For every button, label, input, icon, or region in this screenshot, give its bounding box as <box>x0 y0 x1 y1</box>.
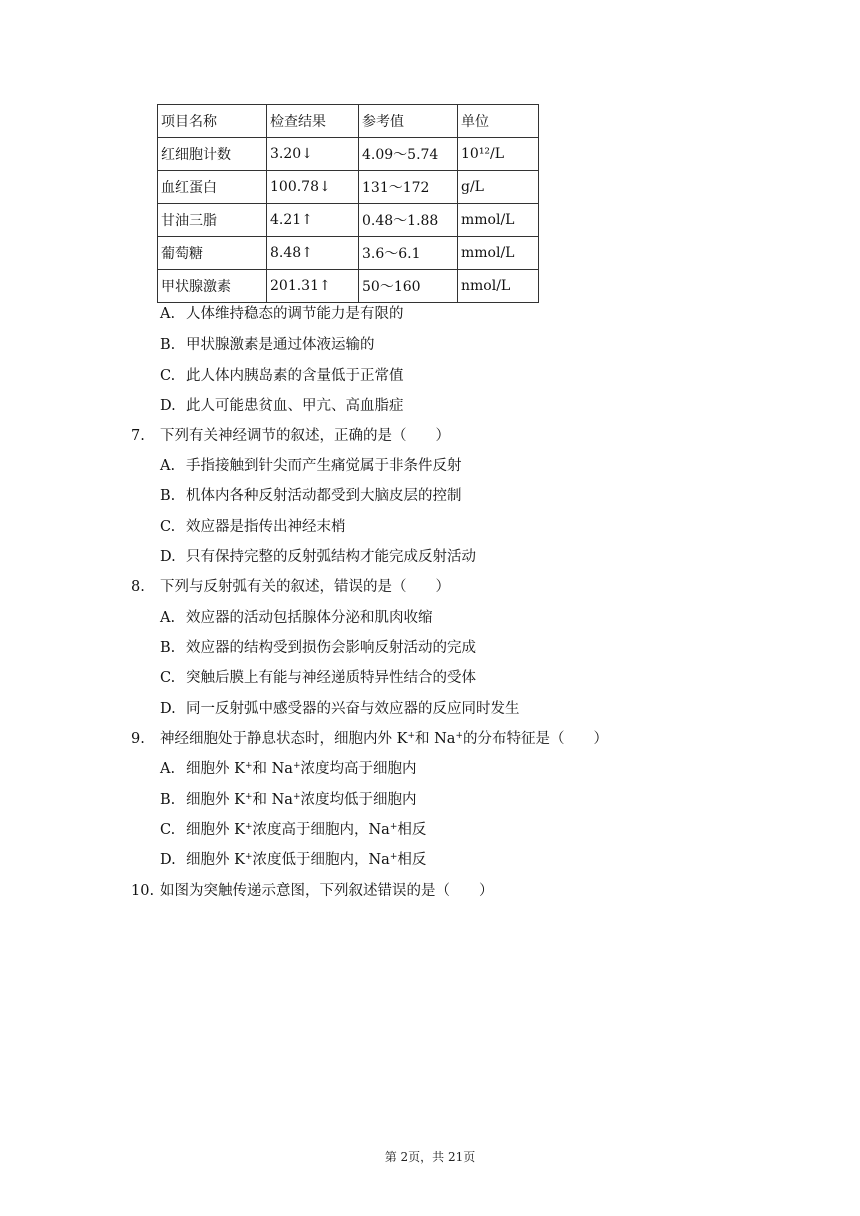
option-letter: A. <box>160 306 176 322</box>
option-letter: C. <box>160 670 176 686</box>
superscript: + <box>244 852 253 862</box>
superscript: + <box>292 761 301 771</box>
option-letter: C. <box>160 368 176 384</box>
option-text: 效应器是指传出神经末梢 <box>186 519 346 535</box>
option-text: 浓度均低于细胞内 <box>300 792 417 808</box>
option-line <box>160 517 346 537</box>
option-line <box>160 820 426 840</box>
table-row <box>158 270 539 303</box>
option-text: 手指接触到针尖而产生痛觉属于非条件反射 <box>186 458 462 474</box>
stem-text: 和 Na <box>415 731 456 747</box>
table-cell: 100.78↓ <box>267 171 359 204</box>
table-cell: 3.20↓ <box>267 138 359 171</box>
option-text: 相反 <box>397 852 427 868</box>
table-row <box>158 237 539 270</box>
option-line <box>160 396 404 416</box>
table-cell: 血红蛋白 <box>158 171 267 204</box>
stem-text: 神经细胞处于静息状态时，细胞内外 K <box>160 731 408 747</box>
lab-results-table <box>157 104 539 303</box>
table-row <box>158 171 539 204</box>
table-row <box>158 138 539 171</box>
question-stem: 下列有关神经调节的叙述，正确的是（ ） <box>160 428 450 444</box>
table-row <box>158 204 539 237</box>
table-cell: g/L <box>458 171 539 204</box>
question-stem <box>160 729 608 749</box>
option-text: 浓度高于细胞内，Na <box>252 822 390 838</box>
table-cell: 50～160 <box>359 270 458 303</box>
table-cell: 甘油三脂 <box>158 204 267 237</box>
table-cell: 红细胞计数 <box>158 138 267 171</box>
option-text: 只有保持完整的反射弧结构才能完成反射活动 <box>186 549 476 565</box>
option-line <box>160 790 417 810</box>
option-line <box>160 456 462 476</box>
table-cell: 3.6～6.1 <box>359 237 458 270</box>
table-cell: nmol/L <box>458 270 539 303</box>
option-line <box>160 850 426 870</box>
option-letter: D. <box>160 549 176 565</box>
option-letter: D. <box>160 852 176 868</box>
option-text: 效应器的结构受到损伤会影响反射活动的完成 <box>186 640 476 656</box>
option-line <box>160 638 476 658</box>
superscript: + <box>244 761 253 771</box>
option-text: 人体维持稳态的调节能力是有限的 <box>186 306 404 322</box>
table-cell: 甲状腺激素 <box>158 270 267 303</box>
table-cell: 葡萄糖 <box>158 237 267 270</box>
option-text: 和 Na <box>252 761 293 777</box>
option-line <box>160 486 462 506</box>
question-stem: 下列与反射弧有关的叙述，错误的是（ ） <box>160 579 450 595</box>
header-cell: 项目名称 <box>158 105 267 138</box>
option-line <box>160 304 404 324</box>
option-line <box>160 335 375 355</box>
option-letter: C. <box>160 519 176 535</box>
table-cell: mmol/L <box>458 204 539 237</box>
question-stem: 如图为突触传递示意图，下列叙述错误的是（ ） <box>160 883 494 899</box>
header-cell: 单位 <box>458 105 539 138</box>
option-letter: B. <box>160 640 176 656</box>
option-letter: A. <box>160 458 176 474</box>
option-text: 突触后膜上有能与神经递质特异性结合的受体 <box>186 670 476 686</box>
option-text: 浓度均高于细胞内 <box>300 761 417 777</box>
superscript: + <box>455 731 463 741</box>
table-cell: 131～172 <box>359 171 458 204</box>
question-number: 8. <box>131 579 145 595</box>
option-letter: D. <box>160 701 176 717</box>
question-number: 7. <box>131 428 145 444</box>
table-cell: mmol/L <box>458 237 539 270</box>
option-text: 相反 <box>397 822 427 838</box>
question-number: 10. <box>131 883 155 899</box>
option-line <box>160 668 476 688</box>
option-letter: B. <box>160 488 176 504</box>
table-cell: 201.31↑ <box>267 270 359 303</box>
option-letter: A. <box>160 610 176 626</box>
option-text: 细胞外 K <box>186 792 245 808</box>
superscript: + <box>389 852 398 862</box>
option-line <box>160 699 520 719</box>
header-cell: 检查结果 <box>267 105 359 138</box>
superscript: + <box>407 731 415 741</box>
table-cell: 0.48～1.88 <box>359 204 458 237</box>
option-line <box>160 366 404 386</box>
option-line <box>160 547 476 567</box>
superscript: + <box>292 792 301 802</box>
option-letter: D. <box>160 398 176 414</box>
option-letter: B. <box>160 337 176 353</box>
option-text: 细胞外 K <box>186 852 245 868</box>
stem-text: 的分布特征是（ ） <box>463 731 608 747</box>
table-cell: 10¹²/L <box>458 138 539 171</box>
table-cell: 4.09～5.74 <box>359 138 458 171</box>
table-cell: 4.21↑ <box>267 204 359 237</box>
option-line <box>160 608 433 628</box>
option-letter: C. <box>160 822 176 838</box>
option-text: 和 Na <box>252 792 293 808</box>
option-letter: B. <box>160 792 176 808</box>
option-text: 同一反射弧中感受器的兴奋与效应器的反应同时发生 <box>186 701 520 717</box>
question-number: 9. <box>131 731 145 747</box>
table-header-row <box>158 105 539 138</box>
option-text: 浓度低于细胞内，Na <box>252 852 390 868</box>
superscript: + <box>244 792 253 802</box>
option-text: 此人体内胰岛素的含量低于正常值 <box>186 368 404 384</box>
superscript: + <box>244 822 253 832</box>
option-text: 细胞外 K <box>186 822 245 838</box>
page-footer: 第 2页，共 21页 <box>384 1150 476 1164</box>
option-text: 此人可能患贫血、甲亢、高血脂症 <box>186 398 404 414</box>
option-line <box>160 759 417 779</box>
header-cell: 参考值 <box>359 105 458 138</box>
option-text: 甲状腺激素是通过体液运输的 <box>186 337 375 353</box>
option-text: 效应器的活动包括腺体分泌和肌肉收缩 <box>186 610 433 626</box>
option-text: 机体内各种反射活动都受到大脑皮层的控制 <box>186 488 462 504</box>
superscript: + <box>389 822 398 832</box>
option-letter: A. <box>160 761 176 777</box>
option-text: 细胞外 K <box>186 761 245 777</box>
table-cell: 8.48↑ <box>267 237 359 270</box>
